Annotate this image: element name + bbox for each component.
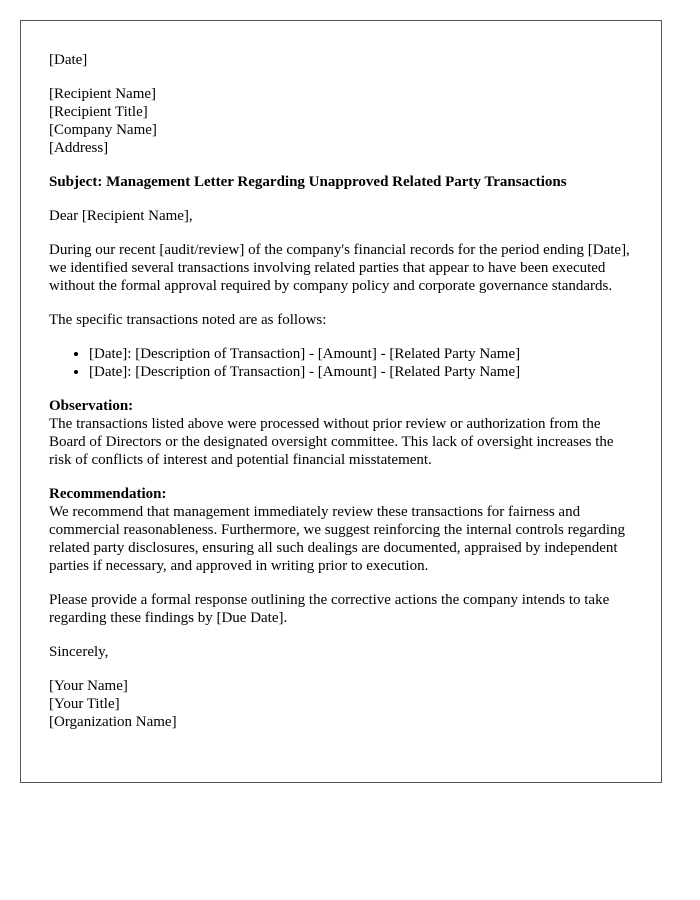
observation-section xyxy=(49,397,633,469)
transaction-item: • [Date]: [Description of Transaction] - [Amount] - [Related Party Name] xyxy=(89,345,633,363)
recipient-company: [Company Name] xyxy=(49,122,157,138)
transactions-intro: The specific transactions noted are as follows: xyxy=(49,312,327,328)
transactions-list xyxy=(49,345,633,381)
recommendation-text: We recommend that management immediately review these transactions for fairness and commercial reasonableness. Furthermore, we suggest reinforcing the internal controls regarding related party disclosures, ensuring all such dealings are documented, appraised by independent parties if necessary, and approved in writing prior to execution. xyxy=(49,504,626,574)
transaction-item: • [Date]: [Description of Transaction] - [Amount] - [Related Party Name] xyxy=(89,363,633,381)
letter-document xyxy=(20,20,662,783)
recipient-block xyxy=(49,85,633,157)
observation-heading: Observation: xyxy=(49,398,134,414)
closing: Sincerely, xyxy=(49,644,109,660)
salutation: Dear [Recipient Name], xyxy=(49,208,193,224)
recipient-address: [Address] xyxy=(49,140,109,156)
signature-title: [Your Title] xyxy=(49,696,120,712)
observation-text: The transactions listed above were processed without prior review or authorization from the Board of Directors or the designated oversight committee. This lack of oversight increases the risk of conflicts of interest and potential financial misstatement. xyxy=(49,416,614,468)
intro-paragraph: During our recent [audit/review] of the company's financial records for the period ending [Date], we identified several transactions involving related parties that appear to have been executed without the formal approval required by company policy and corporate governance standards. xyxy=(49,242,630,294)
recommendation-heading: Recommendation: xyxy=(49,486,167,502)
recipient-name: [Recipient Name] xyxy=(49,86,157,102)
signature-name: [Your Name] xyxy=(49,678,128,694)
response-request: Please provide a formal response outlining the corrective actions the company intends to take regarding these findings by [Due Date]. xyxy=(49,592,610,626)
signature-organization: [Organization Name] xyxy=(49,714,177,730)
subject-line: Subject: Management Letter Regarding Unapproved Related Party Transactions xyxy=(49,174,567,190)
letter-date: [Date] xyxy=(49,52,88,68)
signature-block xyxy=(49,677,633,731)
recommendation-section xyxy=(49,485,633,575)
recipient-title: [Recipient Title] xyxy=(49,104,148,120)
